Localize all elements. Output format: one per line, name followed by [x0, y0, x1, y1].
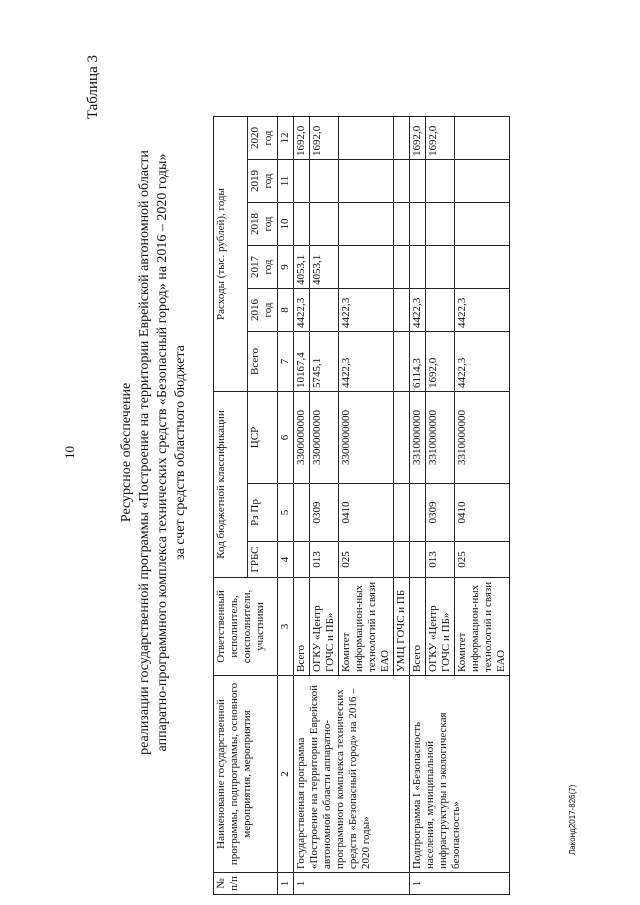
cell-rzpr: 0309 — [310, 484, 339, 542]
cell-total: 5745,1 — [310, 332, 339, 392]
cell-2019 — [410, 160, 426, 203]
column-index: 5 — [278, 484, 294, 542]
header-year-2018: 2018 год — [248, 203, 278, 246]
cell-csr: 3310000000 — [426, 392, 455, 484]
cell-2017 — [339, 246, 394, 289]
row-number: 1 — [294, 873, 410, 895]
cell-executor: Всего — [410, 578, 426, 676]
header-year-2016: 2016 год — [248, 289, 278, 332]
cell-2016 — [426, 289, 455, 332]
cell-total: 4422,3 — [339, 332, 394, 392]
column-index: 6 — [278, 392, 294, 484]
heading-line-4: за счет средств областного бюджета — [173, 345, 188, 560]
cell-2018 — [455, 203, 510, 246]
header-num: № п/п — [214, 873, 278, 895]
cell-2018 — [426, 203, 455, 246]
cell-executor: Комитет информацион-ных технологий и связи ЕАО — [339, 578, 394, 676]
cell-grbs: 025 — [339, 542, 394, 578]
cell-2017 — [426, 246, 455, 289]
cell-2018 — [310, 203, 339, 246]
cell-executor: Комитет информацион-ных технологий и связи ЕАО — [455, 578, 510, 676]
header-total: Всего — [248, 332, 278, 392]
cell-executor: Всего — [294, 578, 310, 676]
cell-2018 — [394, 203, 410, 246]
footer-code: Лаконд2017-826(7) — [568, 784, 577, 855]
cell-rzpr — [294, 484, 310, 542]
cell-2020 — [339, 117, 394, 160]
column-index: 7 — [278, 332, 294, 392]
cell-2017 — [455, 246, 510, 289]
cell-csr: 3310000000 — [455, 392, 510, 484]
program-name: Подпрограмма I «Безопасность населения, муниципальной инфраструктуры и экологическая безопасность» — [410, 676, 510, 873]
column-index: 9 — [278, 246, 294, 289]
cell-2016: 4422,3 — [455, 289, 510, 332]
cell-2017 — [394, 246, 410, 289]
header-executor: Ответственный исполнитель, соисполнители, участники — [214, 578, 278, 676]
cell-2017 — [410, 246, 426, 289]
cell-2020: 1692,0 — [294, 117, 310, 160]
table-label: Таблица 3 — [85, 55, 101, 120]
cell-2016 — [310, 289, 339, 332]
column-index: 2 — [278, 676, 294, 873]
cell-rzpr — [394, 484, 410, 542]
cell-executor: ОГКУ «Центр ГОЧС и ПБ» — [426, 578, 455, 676]
cell-2020 — [394, 117, 410, 160]
cell-grbs: 013 — [426, 542, 455, 578]
cell-rzpr: 0410 — [339, 484, 394, 542]
column-index: 11 — [278, 160, 294, 203]
cell-rzpr: 0410 — [455, 484, 510, 542]
cell-csr: 3300000000 — [310, 392, 339, 484]
cell-2016: 4422,3 — [294, 289, 310, 332]
cell-2020: 1692,0 — [310, 117, 339, 160]
cell-2018 — [294, 203, 310, 246]
column-index: 10 — [278, 203, 294, 246]
cell-csr: 3300000000 — [294, 392, 310, 484]
table-body — [294, 117, 510, 895]
heading-line-2: реализации государственной программы «Построение на территории Еврейской автономной области — [137, 150, 152, 755]
cell-total — [394, 332, 410, 392]
cell-2016: 4422,3 — [339, 289, 394, 332]
cell-2020: 1692,0 — [426, 117, 455, 160]
cell-rzpr: 0309 — [426, 484, 455, 542]
cell-grbs: 013 — [310, 542, 339, 578]
cell-2019 — [294, 160, 310, 203]
cell-2016 — [394, 289, 410, 332]
cell-total: 4422,3 — [455, 332, 510, 392]
cell-2020: 1692,0 — [410, 117, 426, 160]
cell-2018 — [410, 203, 426, 246]
page-number: 10 — [62, 446, 77, 459]
cell-2019 — [426, 160, 455, 203]
column-index: 12 — [278, 117, 294, 160]
cell-executor: ОГКУ «Центр ГОЧС и ПБ» — [310, 578, 339, 676]
cell-2020 — [455, 117, 510, 160]
cell-2016: 4422,3 — [410, 289, 426, 332]
cell-total: 1692,0 — [426, 332, 455, 392]
cell-grbs — [294, 542, 310, 578]
header-year-2019: 2019 год — [248, 160, 278, 203]
cell-2019 — [339, 160, 394, 203]
table-row — [410, 117, 426, 895]
column-index: 3 — [278, 578, 294, 676]
cell-grbs: 025 — [455, 542, 510, 578]
cell-rzpr — [410, 484, 426, 542]
column-index: 4 — [278, 542, 294, 578]
cell-total: 6114,3 — [410, 332, 426, 392]
cell-csr: 3300000000 — [339, 392, 394, 484]
cell-2018 — [339, 203, 394, 246]
cell-csr: 3310000000 — [410, 392, 426, 484]
resource-table — [213, 116, 510, 895]
header-name: Наименование государственной программы, подпрограммы, основного мероприятия, мероприятия — [214, 676, 278, 873]
table-header — [214, 117, 294, 895]
header-budget-code: Код бюджетной классификации — [214, 392, 248, 578]
header-csr: ЦСР — [248, 392, 278, 484]
heading-line-3: аппаратно-программного комплекса технических средств «Безопасный город» на 2016 – 2020 годы» — [155, 153, 170, 752]
cell-2019 — [455, 160, 510, 203]
program-name: Государственная программа «Построение на территории Еврейской автономной области аппаратно-программного комплекса технических средств «Безопасный город» на 2016 – 2020 годы» — [294, 676, 410, 873]
cell-2017: 4053,1 — [294, 246, 310, 289]
header-year-2020: 2020 год — [248, 117, 278, 160]
cell-grbs — [410, 542, 426, 578]
header-grbs: ГРБС — [248, 542, 278, 578]
header-rzpr: Рз Пр — [248, 484, 278, 542]
heading-line-1: Ресурсное обеспечение — [119, 382, 134, 523]
header-year-2017: 2017 год — [248, 246, 278, 289]
row-number: 1 — [410, 873, 510, 895]
cell-grbs — [394, 542, 410, 578]
cell-2019 — [394, 160, 410, 203]
cell-executor: УМЦ ГОЧС и ПБ — [394, 578, 410, 676]
header-expenses: Расходы (тыс. рублей), годы — [214, 117, 248, 392]
cell-2019 — [310, 160, 339, 203]
column-index: 1 — [278, 873, 294, 895]
column-index: 8 — [278, 289, 294, 332]
cell-csr — [394, 392, 410, 484]
document-heading — [118, 0, 190, 905]
cell-2017: 4053,1 — [310, 246, 339, 289]
cell-total: 10167,4 — [294, 332, 310, 392]
table-row — [294, 117, 310, 895]
